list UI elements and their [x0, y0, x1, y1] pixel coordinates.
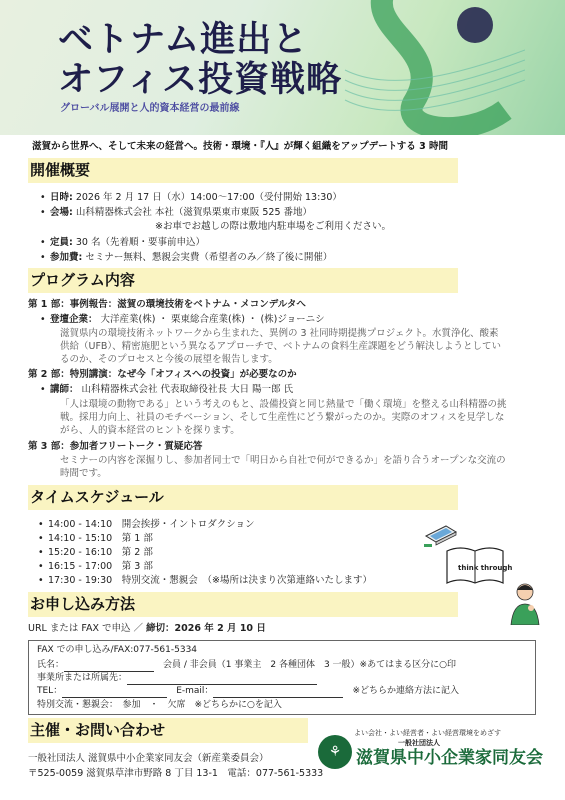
person-thinking-icon [505, 580, 545, 625]
section-heading-schedule: タイムスケジュール [28, 485, 458, 510]
part2-speaker: • 講師： 山科精器株式会社 代表取締役社長 大日 陽一郎 氏 [50, 383, 293, 396]
schedule-item: • 16:15 - 17:00 第 3 部 [48, 560, 153, 573]
capacity-row: • 定員: 30 名（先着順・要事前申込） [50, 236, 205, 249]
part2-desc-1: 「人は環境の動物である」という考えのもと、設備投資と同じ熱量で「働く環境」を整える山科精器の挑 [60, 399, 507, 410]
part1-desc-3: るのか、そのプロセスと今後の展望を報告します。 [60, 354, 278, 365]
schedule-item: • 15:20 - 16:10 第 2 部 [48, 546, 153, 559]
logo-small: 一般社団法人 [398, 739, 440, 747]
contact-row: TEL： E-mail： ※どちらか連絡方法に記入 [37, 686, 459, 696]
part1-speaker: • 登壇企業： 大洋産業(株) ・ 栗東総合産業(株) ・ (株)ジョーニシ [50, 313, 325, 326]
section-heading-program: プログラム内容 [28, 268, 458, 293]
venue-note: ※お車でお越しの際は敷地内駐車場をご利用ください。 [155, 221, 391, 232]
tagline: 滋賀から世界へ、そして未来の経営へ。技術・環境・『人』が輝く組織をアップデートする 3 時間 [32, 141, 449, 152]
fee-row: • 参加費: セミナー無料、懇親会実費（希望者のみ／終了後に開催） [50, 251, 332, 264]
part1-desc-1: 滋賀県内の環境技術ネットワークから生まれた、異例の 3 社同時期提携プロジェクト。水質浄化、酸素 [60, 328, 499, 339]
logo-name: 滋賀県中小企業家同友会 [356, 748, 543, 768]
section-heading-apply: お申し込み方法 [28, 592, 458, 617]
organizer-name: 一般社団法人 滋賀県中小企業家同友会（新産業委員会） [28, 753, 269, 764]
fax-form [28, 640, 536, 715]
part1-desc-2: 供給（UFB）、精密施肥という異なるアプローチで、ベトナムの食料生産課題をどう解決しようとしてい [60, 341, 502, 352]
part3-desc-2: 時間です。 [60, 468, 107, 479]
part2-title: 第 2 部：特別講演：なぜ今「オフィスへの投資」が必要なのか [28, 369, 297, 380]
logo-tagline: よい会社・よい経営者・よい経営環境をめざす [354, 729, 501, 737]
company-field[interactable] [127, 675, 317, 685]
email-field[interactable] [213, 688, 343, 698]
venue-row: • 会場: 山科精器株式会社 本社（滋賀県栗東市東阪 525 番地） [50, 206, 312, 219]
date-row: • 日時: 2026 年 2 月 17 日（水）14:00～17:00（受付開始 13:30） [50, 191, 342, 204]
organizer-logo [318, 727, 543, 792]
part3-desc-1: セミナーの内容を深掘りし、参加者同士で「明日から自社で何ができるか」を語り合うオープンな交流の [60, 455, 506, 466]
part1-title: 第 1 部：事例報告：滋賀の環境技術をベトナム・メコンデルタへ [28, 299, 306, 310]
section-heading-organizer: 主催・お問い合わせ [28, 718, 308, 743]
apply-method: URL または FAX で申込 ／ 締切：2026 年 2 月 10 日 [28, 623, 266, 634]
part3-title: 第 3 部：参加者フリートーク・質疑応答 [28, 441, 203, 452]
section-heading-overview: 開催概要 [28, 158, 458, 183]
subtitle: グローバル展開と人的資本経営の最前線 [60, 103, 240, 114]
company-row: 事業所または所属先： [37, 672, 317, 685]
schedule-item: • 14:10 - 15:10 第 1 部 [48, 532, 153, 545]
schedule-item: • 17:30 - 19:30 特別交流・懇親会 （※場所は決まり次第連絡いたします） [48, 574, 372, 587]
name-field[interactable] [64, 662, 154, 672]
wave-decoration-icon [325, 0, 525, 135]
name-row: 氏名： 会員 / 非会員（1 事業主 2 各種団体 3 一般）※あてはまる区分に○印 [37, 660, 456, 670]
title-line-1: ベトナム進出と [58, 20, 309, 60]
think-through-label: think through [458, 564, 513, 572]
doyukai-logo-icon: ⚘ [318, 735, 352, 769]
part2-desc-2: 戦。採用力向上、社員のモチベーション、そして生産性にどう繋がったのか。実際のオフィスを見学しな [60, 412, 505, 423]
organizer-address: 〒525-0059 滋賀県草津市野路 8 丁目 13-1 電話：077-561-5333 [28, 768, 324, 779]
tel-field[interactable] [62, 688, 167, 698]
schedule-item: • 14:00 - 14:10 開会挨拶・イントロダクション [48, 518, 255, 531]
title-line-2: オフィス投資戦略 [58, 60, 343, 100]
header-banner [0, 0, 565, 135]
party-row: 特別交流・懇親会： 参加 ・ 欠席 ※どちらかに○を記入 [37, 700, 282, 710]
fax-title: FAX での申し込み/FAX:077-561-5334 [37, 645, 198, 655]
part2-desc-3: がら、人的資本経営のヒントを探ります。 [60, 425, 240, 436]
